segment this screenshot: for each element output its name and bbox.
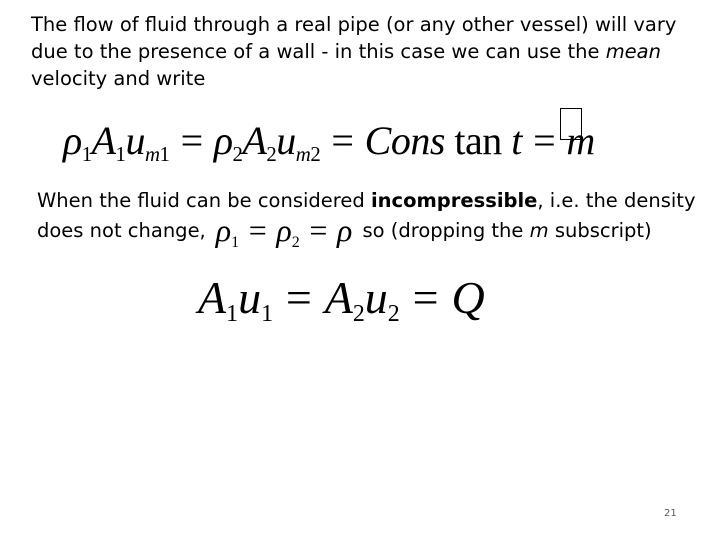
flow-rate-equation: $A_1u_1 = A_2u_2 = Q$ <box>198 272 485 328</box>
incompressible-bold: incompressible <box>370 189 538 212</box>
incompressible-paragraph: When the fluid can be considered incompressible, i.e. the density does not change, $\rho_1 = \rho_2 = \rho$ so (dropping the m subscript) <box>37 189 696 251</box>
intro-text-end: velocity and write <box>31 67 206 90</box>
intro-paragraph <box>31 11 691 92</box>
continuity-equation: $\rho_1A_1u_{m1} = \rho_2A_2u_{m2}$ = Cons tan t = m <box>63 108 595 176</box>
page-number: 21 <box>664 508 677 519</box>
mean-emphasis: mean <box>605 40 661 63</box>
density-equality: $\rho_1 = \rho_2 = \rho$ <box>215 212 353 251</box>
intro-text: The flow of fluid through a real pipe (or any other vessel) will vary due to the presence of a wall - in this case we can use the <box>31 13 677 63</box>
